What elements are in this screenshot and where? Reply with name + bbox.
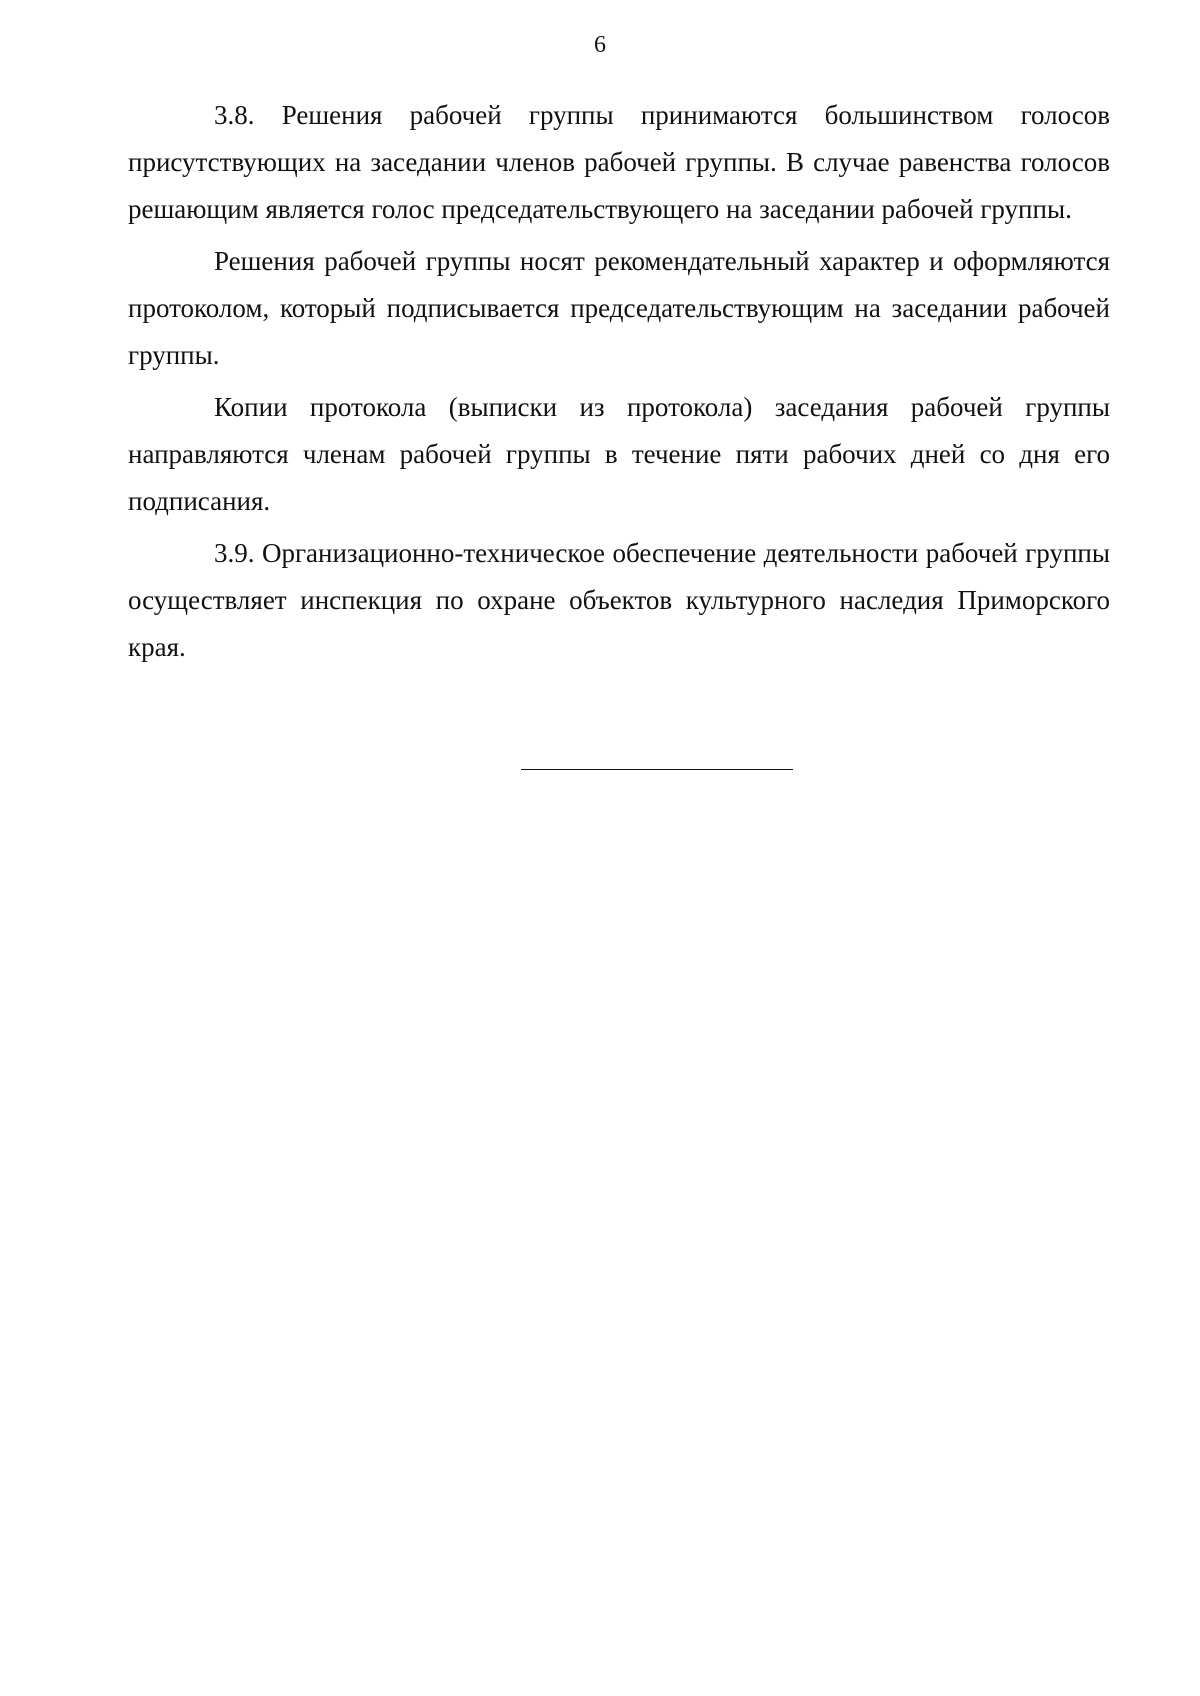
end-separator-line: [521, 769, 793, 770]
paragraph-protocol-copies: Копии протокола (выписки из протокола) заседания рабочей группы направляются членам рабочей группы в течение пяти рабочих дней со дня его подписания.: [128, 392, 1110, 516]
document-body: [128, 92, 1110, 676]
paragraph-decisions-protocol: Решения рабочей группы носят рекомендательный характер и оформляются протоколом, который подписывается председательствующим на заседании рабочей группы.: [128, 246, 1110, 370]
page-number: 6: [594, 32, 606, 58]
paragraph-3-9: 3.9. Организационно-техническое обеспечение деятельности рабочей группы осуществляет инспекция по охране объектов культурного наследия Приморского края.: [128, 538, 1110, 662]
paragraph-3-8: 3.8. Решения рабочей группы принимаются большинством голосов присутствующих на заседании членов рабочей группы. В случае равенства голосов решающим является голос председательствующего на заседании рабочей группы.: [128, 100, 1110, 224]
